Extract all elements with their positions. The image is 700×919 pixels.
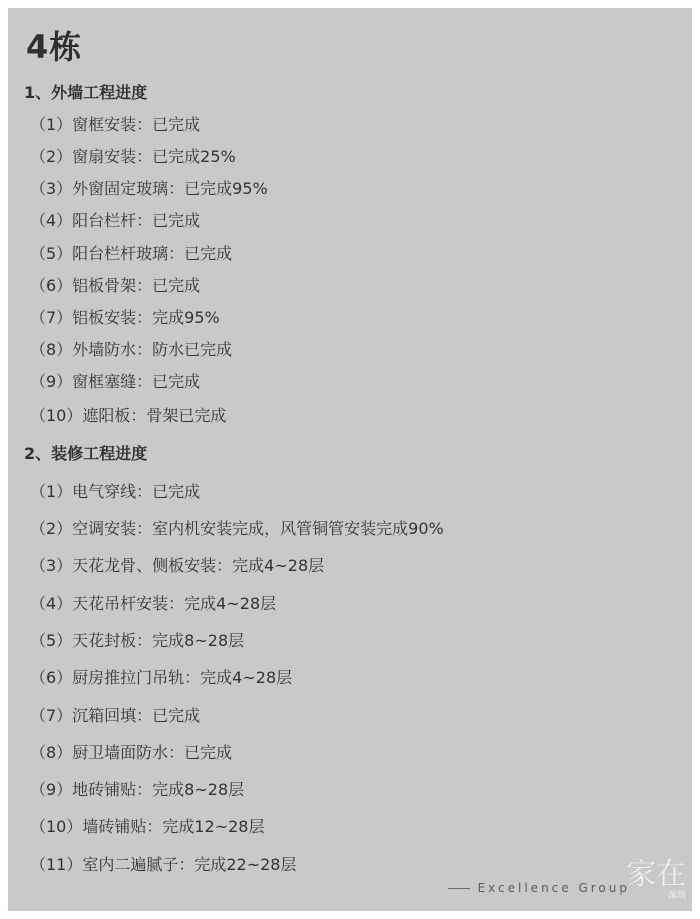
page-title: 4栋 [26,28,83,66]
list-item: （4）阳台栏杆：已完成 [30,211,201,230]
section-title-decoration: 2、装修工程进度 [24,444,148,463]
content-panel [8,8,692,911]
section-title-facade: 1、外墙工程进度 [24,83,148,102]
list-item: （7）铝板安装：完成95% [30,308,220,327]
list-item: （2）空调安装：室内机安装完成，风管铜管安装完成90% [30,519,444,538]
list-item: （7）沉箱回填：已完成 [30,706,201,725]
list-item: （8）厨卫墙面防水：已完成 [30,743,233,762]
footer-brand [448,881,630,895]
list-item: （6）厨房推拉门吊轨：完成4~28层 [30,668,293,687]
list-item: （9）窗框塞缝：已完成 [30,372,201,391]
watermark-main: 家在 [626,857,686,892]
footer-text: Excellence Group [477,881,630,895]
list-item: （10）遮阳板：骨架已完成 [30,406,227,425]
list-item: （1）电气穿线：已完成 [30,482,201,501]
list-item: （3）天花龙骨、侧板安装：完成4~28层 [30,556,325,575]
watermark [626,857,686,901]
list-item: （11）室内二遍腻子：完成22~28层 [30,855,297,874]
list-item: （6）铝板骨架：已完成 [30,276,201,295]
watermark-sub: 深圳 [667,891,686,901]
list-item: （8）外墙防水：防水已完成 [30,340,233,359]
list-item: （2）窗扇安装：已完成25% [30,147,236,166]
list-item: （1）窗框安装：已完成 [30,115,201,134]
footer-divider [448,888,470,889]
list-item: （9）地砖铺贴：完成8~28层 [30,780,245,799]
list-item: （5）天花封板：完成8~28层 [30,631,245,650]
list-item: （10）墙砖铺贴：完成12~28层 [30,817,265,836]
list-item: （5）阳台栏杆玻璃：已完成 [30,244,233,263]
list-item: （3）外窗固定玻璃：已完成95% [30,179,268,198]
list-item: （4）天花吊杆安装：完成4~28层 [30,594,277,613]
